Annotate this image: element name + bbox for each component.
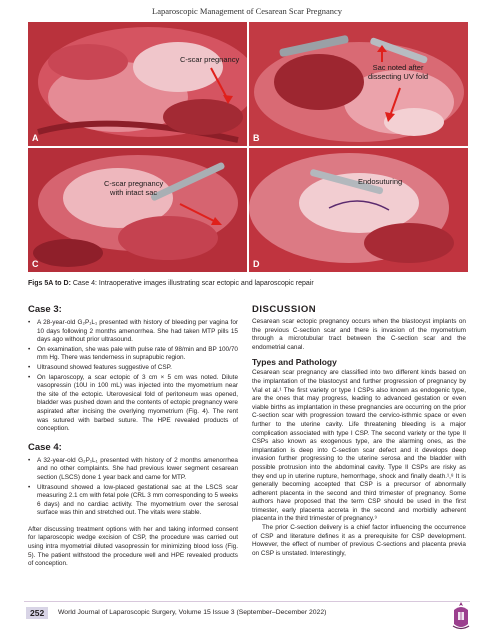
arrow-b xyxy=(380,86,410,126)
arrow-a xyxy=(206,66,236,106)
right-column xyxy=(252,304,466,558)
left-column xyxy=(28,304,238,569)
figure-caption xyxy=(28,280,314,287)
annotation-c-scar-pregnancy: C-scar pregnancy xyxy=(180,55,240,64)
list-item: • A 28-year-old G₂P₁L₁ presented with history of bleeding per vagina for 10 days following 2 months amenorrhea. She had taken MTP pills 15 days ago without prior ultrasound. xyxy=(28,319,238,345)
types-paragraph: Cesarean scar pregnancy are classified into two different kinds based on the implantation of the blastocyst and further progression of pregnancy by Vial et al.¹ The first variety or type I CSPs also known as endogenic type, are the ones that may progress, leading to advanced gestation or even viable births as implantation in these pregnancies are occurring on the prior C-section scar with progression toward the cervico-isthmic space or even further to the uterine cavity. Life threatening bleeding is a major complication associated with type I CSP. The second variety or the type II CSPs also known as exogenous type, are the alarming ones, as the implantation is deep into C-section scar defect and it develops deep invasion further progressing to the uterine serosa and the bladder with possible protrusion into the abdominal cavity. Type II CSPs are risky as they end up in uterine rupture, hemorrhage, shock and finally death.¹,⁸ It is generally becoming accepted that CSP is a precursor of abnormally adherent placenta in the second and third trimester of pregnancy. Some authors have proposed that the term CSP should be used in the first trimester, early placenta accreta in the second and morbidly adherent placenta in the third trimester of pregnancy.⁹ xyxy=(252,369,466,523)
case4-list xyxy=(28,457,238,518)
discussion-paragraph: Cesarean scar ectopic pregnancy occurs when the blastocyst implants on the previous C-section scar and there is invasion of the myometrium through a microtubular tract between the C-section scar and the endometrial canal. xyxy=(252,318,466,351)
running-head: Laparoscopic Management of Cesarean Scar Pregnancy xyxy=(152,6,342,16)
panel-b-letter: B xyxy=(253,133,260,143)
journal-citation: World Journal of Laparoscopic Surgery, Volume 15 Issue 3 (September–December 2022) xyxy=(58,609,327,616)
case4-heading: Case 4: xyxy=(28,441,62,453)
footer-divider xyxy=(24,601,470,602)
annotation-intact-sac: C-scar pregnancy with intact sac xyxy=(104,179,164,197)
panel-d-photo xyxy=(249,148,468,272)
annotation-sac-noted: Sac noted after dissecting UV fold xyxy=(368,63,429,81)
page-number: 252 xyxy=(26,607,48,619)
panel-c-letter: C xyxy=(32,259,39,269)
discussion-title: DISCUSSION xyxy=(252,304,317,315)
list-item: • On examination, she was pale with pulse rate of 98/min and BP 100/70 mm Hg. There was tenderness in suprapubic region. xyxy=(28,346,238,363)
panel-a-letter: A xyxy=(32,133,39,143)
types-heading: Types and Pathology xyxy=(252,357,337,368)
publisher-logo-icon xyxy=(450,600,472,632)
arrow-c xyxy=(178,200,228,230)
figure-caption-label: Figs 5A to D: xyxy=(28,280,71,287)
list-item: • Ultrasound showed features suggestive of CSP. xyxy=(28,364,238,373)
prior-paragraph: The prior C-section delivery is a chief factor influencing the occurrence of CSP and literature defines it as a prerequisite for CSP development. However, the effect of number of previous C-sections and placenta previa on CSP is unstated. Interestingly, xyxy=(252,524,466,557)
list-item: • On laparoscopy, a scar ectopic of 3 cm × 5 cm was noted. Dilute vasopressin (10U in 100 mL) was injected into the myometrium near the site of the ectopic. Uterovesical fold of peritoneum was opened, bladder was pushed down and the contents of ectopic pregnancy were aspirated after incising the overlying myometrium (Fig. 4). The rent was sutured with barbed suture. The HPE revealed products of conception. xyxy=(28,374,238,434)
case3-heading: Case 3: xyxy=(28,304,62,315)
figure-5 xyxy=(28,22,468,272)
arrow-b-top xyxy=(374,44,390,64)
list-item: • A 32-year-old G₂P₁L₁ presented with history of 2 months amenorrhea and no other complaints. She had previous lower segment cesarean section (LSCS) done 1 year back and came for MTP. xyxy=(28,457,238,483)
annotation-endosuturing: Endosuturing xyxy=(358,177,403,186)
panel-b-image xyxy=(249,22,468,146)
figure-caption-text: Case 4: Intraoperative images illustrating scar ectopic and laparoscopic repair xyxy=(70,280,314,287)
closing-paragraph: After discussing treatment options with her and taking informed consent for laparoscopic wedge excision of CSP, the procedure was carried out using intra myometrial diluted vasopressin for minimizing blood loss (Fig. 5). The patient withstood the procedure well and HPE revealed products of conception. xyxy=(28,525,238,568)
panel-d-image xyxy=(249,148,468,272)
case3-list xyxy=(28,319,238,434)
list-item: • Ultrasound showed a low-placed gestational sac at the LSCS scar measuring 2.1 cm with fetal pole (CRL 3 mm corresponding to 5 weeks 6 days) and no cardiac activity. The myometrium over the serosal surface was thin and stretched out. The vitals were stable. xyxy=(28,484,238,518)
panel-d-letter: D xyxy=(253,259,260,269)
panel-b-photo xyxy=(249,22,468,146)
